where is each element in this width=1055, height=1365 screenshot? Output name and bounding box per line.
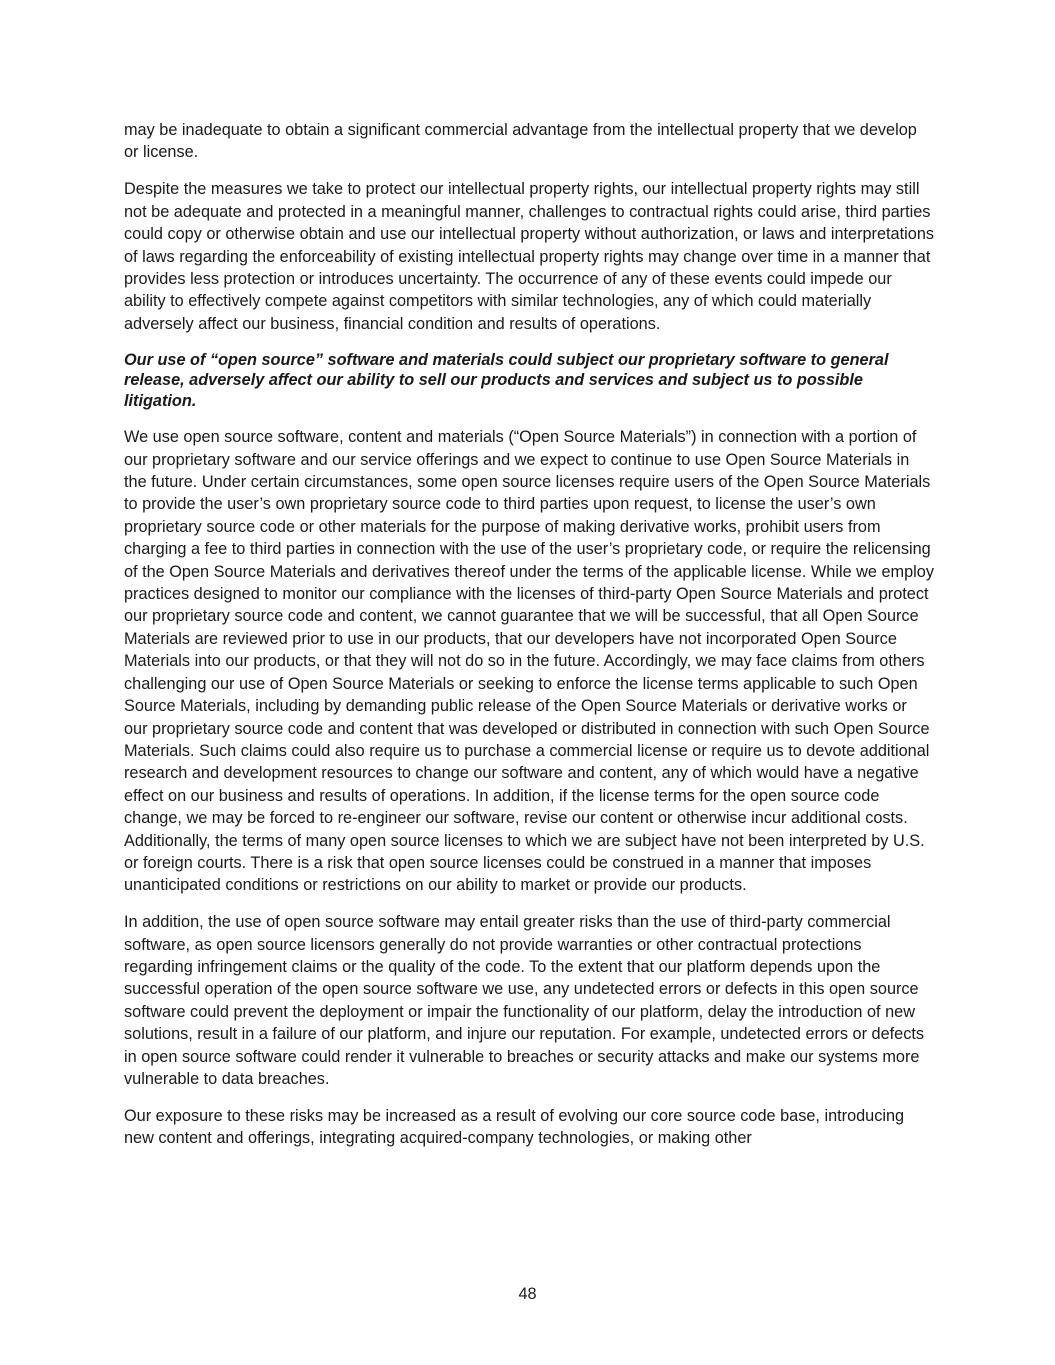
- document-page: [124, 119, 934, 1164]
- paragraph-ip-risks: Despite the measures we take to protect our intellectual property rights, our intellectual property rights may still not be adequate and protected in a meaningful manner, challenges to contractual rights could arise, third parties could copy or otherwise obtain and use our intellectual property without authorization, or laws and interpretations of laws regarding the enforceability of existing intellectual property rights may change over time in a manner that provides less protection or introduces uncertainty. The occurrence of any of these events could impede our ability to effectively compete against competitors with similar technologies, any of which could materially adversely affect our business, financial condition and results of operations.: [124, 180, 935, 333]
- paragraph-ip-continued: may be inadequate to obtain a significant commercial advantage from the intellectual property that we develop or license.: [124, 121, 917, 162]
- paragraph-open-source-use: We use open source software, content and materials (“Open Source Materials”) in connection with a portion of our proprietary software and our service offerings and we expect to continue to use Open Source Materials in the future. Under certain circumstances, some open source licenses require users of the Open Source Materials to provide the user’s own proprietary source code to third parties upon request, to license the user’s own proprietary source code or other materials for the purpose of making derivative works, prohibit users from charging a fee to third parties in connection with the use of the user’s proprietary code, or require the relicensing of the Open Source Materials and derivatives thereof under the terms of the applicable license. While we employ practices designed to monitor our compliance with the licenses of third-party Open Source Materials and protect our proprietary source code and content, we cannot guarantee that we will be successful, that all Open Source Materials are reviewed prior to use in our products, that our developers have not incorporated Open Source Materials into our products, or that they will not do so in the future. Accordingly, we may face claims from others challenging our use of Open Source Materials or seeking to enforce the license terms applicable to such Open Source Materials, including by demanding public release of the Open Source Materials or derivative works or our proprietary source code and content that was developed or distributed in connection with such Open Source Materials. Such claims could also require us to purchase a commercial license or require us to devote additional research and development resources to change our software and content, any of which would have a negative effect on our business and results of operations. In addition, if the license terms for the open source code change, we may be forced to re-engineer our software, revise our content or otherwise incur additional costs. Additionally, the terms of many open source licenses to which we are subject have not been interpreted by U.S. or foreign courts. There is a risk that open source licenses could be construed in a manner that imposes unanticipated conditions or restrictions on our ability to market or provide our products.: [124, 428, 934, 895]
- section-heading-open-source: Our use of “open source” software and materials could subject our proprietary software to general release, adversely affect our ability to sell our products and services and subject us to possible litigation.: [124, 350, 889, 410]
- paragraph-open-source-risks: In addition, the use of open source software may entail greater risks than the use of third-party commercial software, as open source licensors generally do not provide warranties or other contractual protections regarding infringement claims or the quality of the code. To the extent that our platform depends upon the successful operation of the open source software we use, any undetected errors or defects in this open source software could prevent the deployment or impair the functionality of our platform, delay the introduction of new solutions, result in a failure of our platform, and injure our reputation. For example, undetected errors or defects in open source software could render it vulnerable to breaches or security attacks and make our systems more vulnerable to data breaches.: [124, 913, 925, 1089]
- paragraph-exposure: Our exposure to these risks may be increased as a result of evolving our core source code base, introducing new content and offerings, integrating acquired-company technologies, or making other: [124, 1107, 905, 1148]
- page-number: 48: [518, 1285, 537, 1303]
